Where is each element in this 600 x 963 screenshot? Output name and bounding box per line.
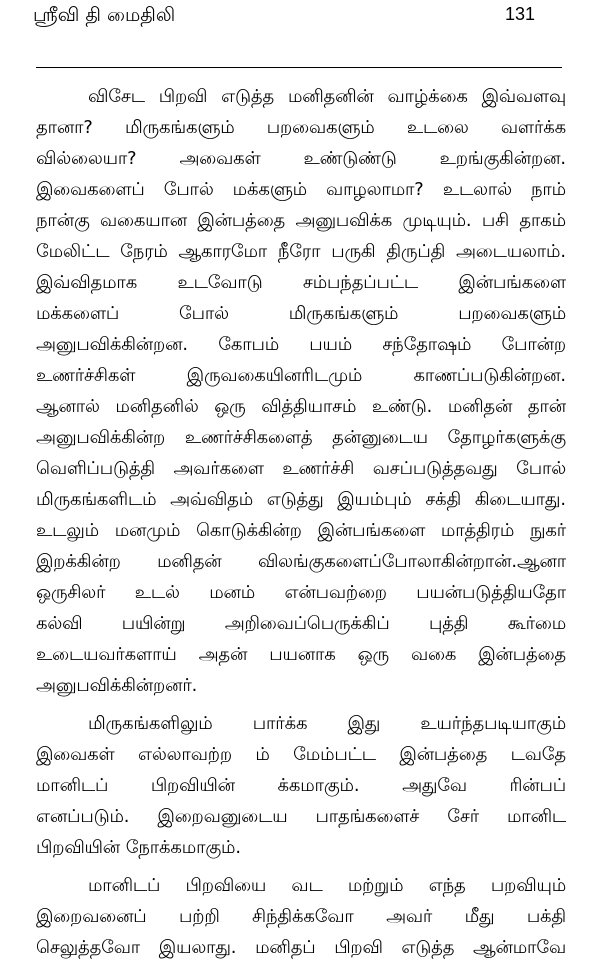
header-rule	[36, 67, 562, 68]
text-line: எனப்படும். இறைவனுடைய பாதங்களைச் சேர் மானிட	[36, 806, 566, 827]
text-line: மேலிட்ட நேரம் ஆகாரமோ நீரோ பருகி திருப்தி அடையலாம்.	[36, 241, 566, 262]
text-line: உணர்ச்சிகள் இருவகையினரிடமும் காணப்படுகின்றன.	[36, 365, 566, 386]
text-line: இவைகள் எல்லாவற்ற ம் மேம்பட்ட இன்பத்தை டவதே	[36, 744, 566, 765]
text-line: வெளிப்படுத்தி அவர்களை உணர்ச்சி வசப்படுத்தவது போல்	[36, 458, 566, 479]
text-line: நான்கு வகையான இன்பத்தை அனுபவிக்க முடியும். பசி தாகம்	[36, 210, 566, 231]
text-line: அனுபவிக்கின்ற உணர்ச்சிகளைத் தன்னுடைய தோழர்களுக்கு	[36, 427, 566, 448]
text-line: உடையவர்களாய் அதன் பயனாக ஒரு வகை இன்பத்தை	[36, 644, 566, 665]
text-line: செலுத்தவோ இயலாது. மனிதப் பிறவி எடுத்த ஆன்மாவே	[36, 937, 566, 958]
text-line: இவைகளைப் போல் மக்களும் வாழலாமா? உடலால் நாம்	[36, 179, 566, 200]
text-line: விசேட பிறவி எடுத்த மனிதனின் வாழ்க்கை இவ்வளவு	[88, 86, 566, 107]
text-line: உடலும் மனமும் கொடுக்கின்ற இன்பங்களை மாத்திரம் நுகர்	[36, 520, 566, 541]
text-line: மானிடப் பிறவியை வட மற்றும் எந்த பறவியும்	[88, 875, 566, 896]
text-line: தானா? மிருகங்களும் பறவைகளும் உடலை வளர்க்க	[36, 117, 566, 138]
text-line: மிருகங்களிடம் அவ்விதம் எடுத்து இயம்பும் சக்தி கிடையாது.	[36, 489, 566, 510]
text-line: வில்லையா? அவைகள் உண்டுண்டு உறங்குகின்றன.	[36, 148, 566, 169]
text-line: இவ்விதமாக உடவோடு சம்பந்தப்பட்ட இன்பங்களை	[36, 272, 566, 293]
text-line: மிருகங்களிலும் பார்க்க இது உயர்ந்தபடியாகும்	[88, 713, 566, 734]
page-number: 131	[505, 4, 536, 24]
text-line: இறைவனைப் பற்றி சிந்திக்கவோ அவர் மீது பக்தி	[36, 906, 566, 927]
text-line: ஆனால் மனிதனில் ஒரு வித்தியாசம் உண்டு. மனிதன் தான்	[36, 396, 566, 417]
text-line: மானிடப் பிறவியின் க்கமாகும். அதுவே ரின்பப்	[36, 775, 566, 796]
text-line: கல்வி பயின்று அறிவைப்பெருக்கிப் புத்தி கூர்மை	[36, 613, 566, 634]
text-line: அனுபவிக்கின்றனர்.	[36, 675, 198, 696]
text-line: அனுபவிக்கின்றன. கோபம் பயம் சந்தோஷம் போன்ற	[36, 334, 566, 355]
text-line: இறக்கின்ற மனிதன் விலங்குகளைப்போலாகின்றான்.ஆனா	[36, 551, 566, 572]
text-line: மக்களைப் போல் மிருகங்களும் பறவைகளும்	[36, 303, 566, 324]
text-line: பிறவியின் நோக்கமாகும்.	[36, 837, 242, 858]
text-line: ஒருசிலர் உடல் மனம் என்பவற்றை பயன்படுத்தியதோ	[36, 582, 566, 603]
running-header: ஸ்ரீவி தி மைதிலி	[33, 4, 176, 26]
